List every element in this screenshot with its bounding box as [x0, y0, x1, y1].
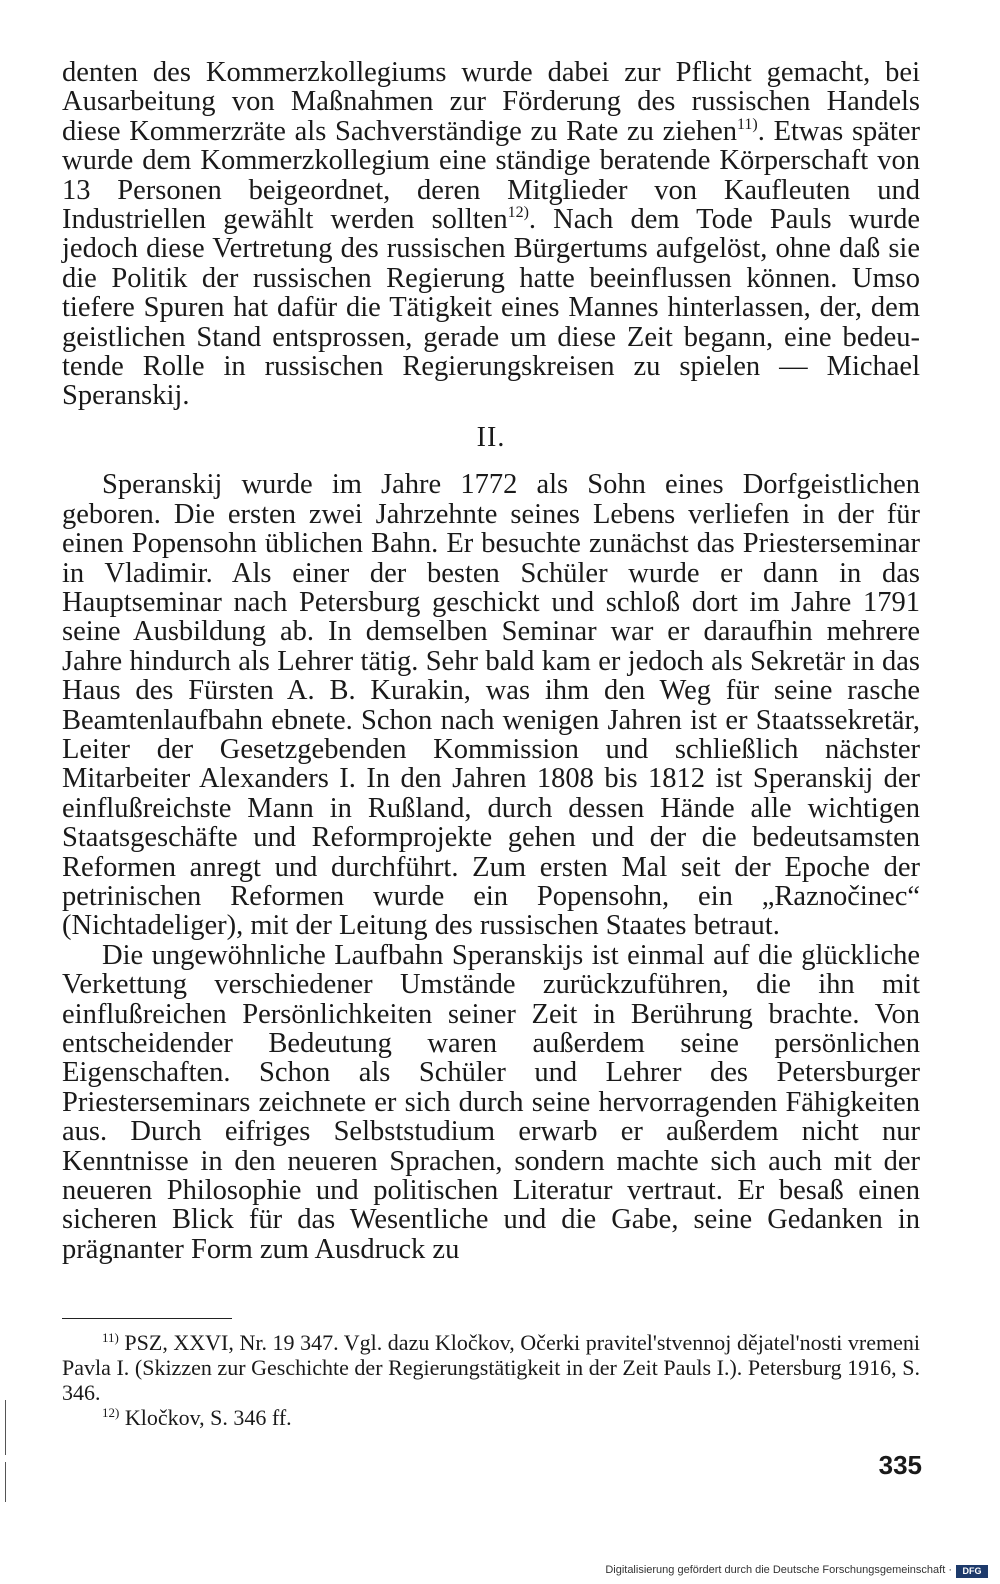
footnotes [62, 1330, 920, 1430]
paragraph-1-part-c: . Nach dem Tode Pauls wurde jedoch diese Vertretung des russischen Bürgertums aufgelöst, ohne daß sie die Politik der russischen Regierung hatte beeinflussen können. Umso tiefere Spuren hat dafür die Tätigkeit eines Mannes hinterlassen, der, dem geistlichen Stand entsprossen, gerade um diese Zeit begann, eine bedeutende Rolle in russischen Regierungskreisen zu spielen — Michael Speranskij. [62, 204, 920, 412]
scan-margin-mark [5, 1462, 6, 1502]
scan-margin-mark [5, 1400, 6, 1455]
paragraph-1-part-b: . Etwas später wurde dem Kommerzkollegium eine ständige beratende Körperschaft von 13 Personen beigeordnet, deren Mitglieder von Kaufleuten und Industriellen gewählt werden sollten [62, 115, 920, 236]
dfg-logo: DFG [956, 1565, 988, 1578]
body-text [62, 58, 920, 1264]
footnote-12-marker: 12) [102, 1405, 120, 1420]
footnote-12 [62, 1405, 920, 1430]
footnote-ref-12[interactable]: 12) [507, 204, 529, 222]
paragraph-3: Die ungewöhnliche Laufbahn Speranskijs ist einmal auf die glückliche Verkettung verschiedener Umstände zurückzuführen, die ihn mit einflußreichen Persönlichkeiten seiner Zeit in Berührung brachte. Von entscheidender Bedeutung waren außerdem seine persönlichen Eigenschaften. Schon als Schüler und Lehrer des Petersburger Priesterseminars zeichnete er sich durch seine hervorragenden Fähigkeiten aus. Durch eifriges Selbststudium erwarb er außerdem nicht nur Kenntnisse in den neueren Sprachen, sondern machte sich auch mit der neueren Philosophie und politischen Literatur vertraut. Er besaß einen sicheren Blick für das Wesentliche und die Gabe, seine Gedanken in prägnanter Form zum Ausdruck zu [62, 939, 920, 1265]
paragraph-2: Speranskij wurde im Jahre 1772 als Sohn eines Dorfgeistlichen geboren. Die ersten zwei Jahrzehnte seines Lebens verliefen in der für einen Popensohn üblichen Bahn. Er besuchte zunächst das Priesterseminar in Vladimir. Als einer der besten Schüler wurde er dann in das Hauptseminar nach Petersburg geschickt und schloß dort im Jahre 1791 seine Ausbildung ab. In demselben Seminar war er daraufhin mehrere Jahre hindurch als Lehrer tätig. Sehr bald kam er jedoch als Sekretär in das Haus des Fürsten A. B. Kurakin, was ihm den Weg für seine rasche Beamtenlaufbahn ebnete. Schon nach wenigen Jahren ist er Staatssekretär, Leiter der Gesetzgebenden Kommission und schließlich nächster Mitarbeiter Alexanders I. In den Jahren 1808 bis 1812 ist Speranskij der einflußreichste Mann in Rußland, durch dessen Hände alle wichtigen Staatsgeschäfte und Reformprojekte gehen und der die bedeutsamsten Reformen anregt und durchführt. Zum ersten Mal seit der Epoche der petrinischen Reformen wurde ein Popensohn, ein „Raznočinec“ (Nichtadeliger), mit der Leitung des russischen Staates betraut. [62, 469, 920, 942]
footnote-divider [62, 1318, 232, 1319]
footnote-ref-11[interactable]: 11) [737, 115, 758, 133]
footnote-11-marker: 11) [102, 1330, 119, 1345]
digitization-credit: Digitalisierung gefördert durch die Deutsche Forschungsgemeinschaft · [605, 1564, 952, 1576]
main-text-column [62, 58, 920, 1264]
page-number: 335 [878, 1450, 922, 1480]
paragraph-1-part-a: denten des Kommerzkollegiums wurde dabei zur Pflicht gemacht, bei Ausarbeitung von Maßnahmen zur Förderung des russischen Handels diese Kommerzräte als Sachverständige zu Rate zu ziehen [62, 57, 920, 147]
footnote-11-text: PSZ, XXVI, Nr. 19 347. Vgl. dazu Kločkov, Očerki pravitel'stvennoj dějatel'nosti vremeni Pavla I. (Skizzen zur Geschichte der Regierungstätigkeit in der Zeit Pauls I.). Petersburg 1916, S. 346. [62, 1330, 920, 1405]
footnote-12-text: Kločkov, S. 346 ff. [119, 1405, 292, 1430]
section-heading: II. [476, 421, 506, 453]
footnote-11 [62, 1330, 920, 1405]
paragraph-1 [62, 58, 920, 411]
